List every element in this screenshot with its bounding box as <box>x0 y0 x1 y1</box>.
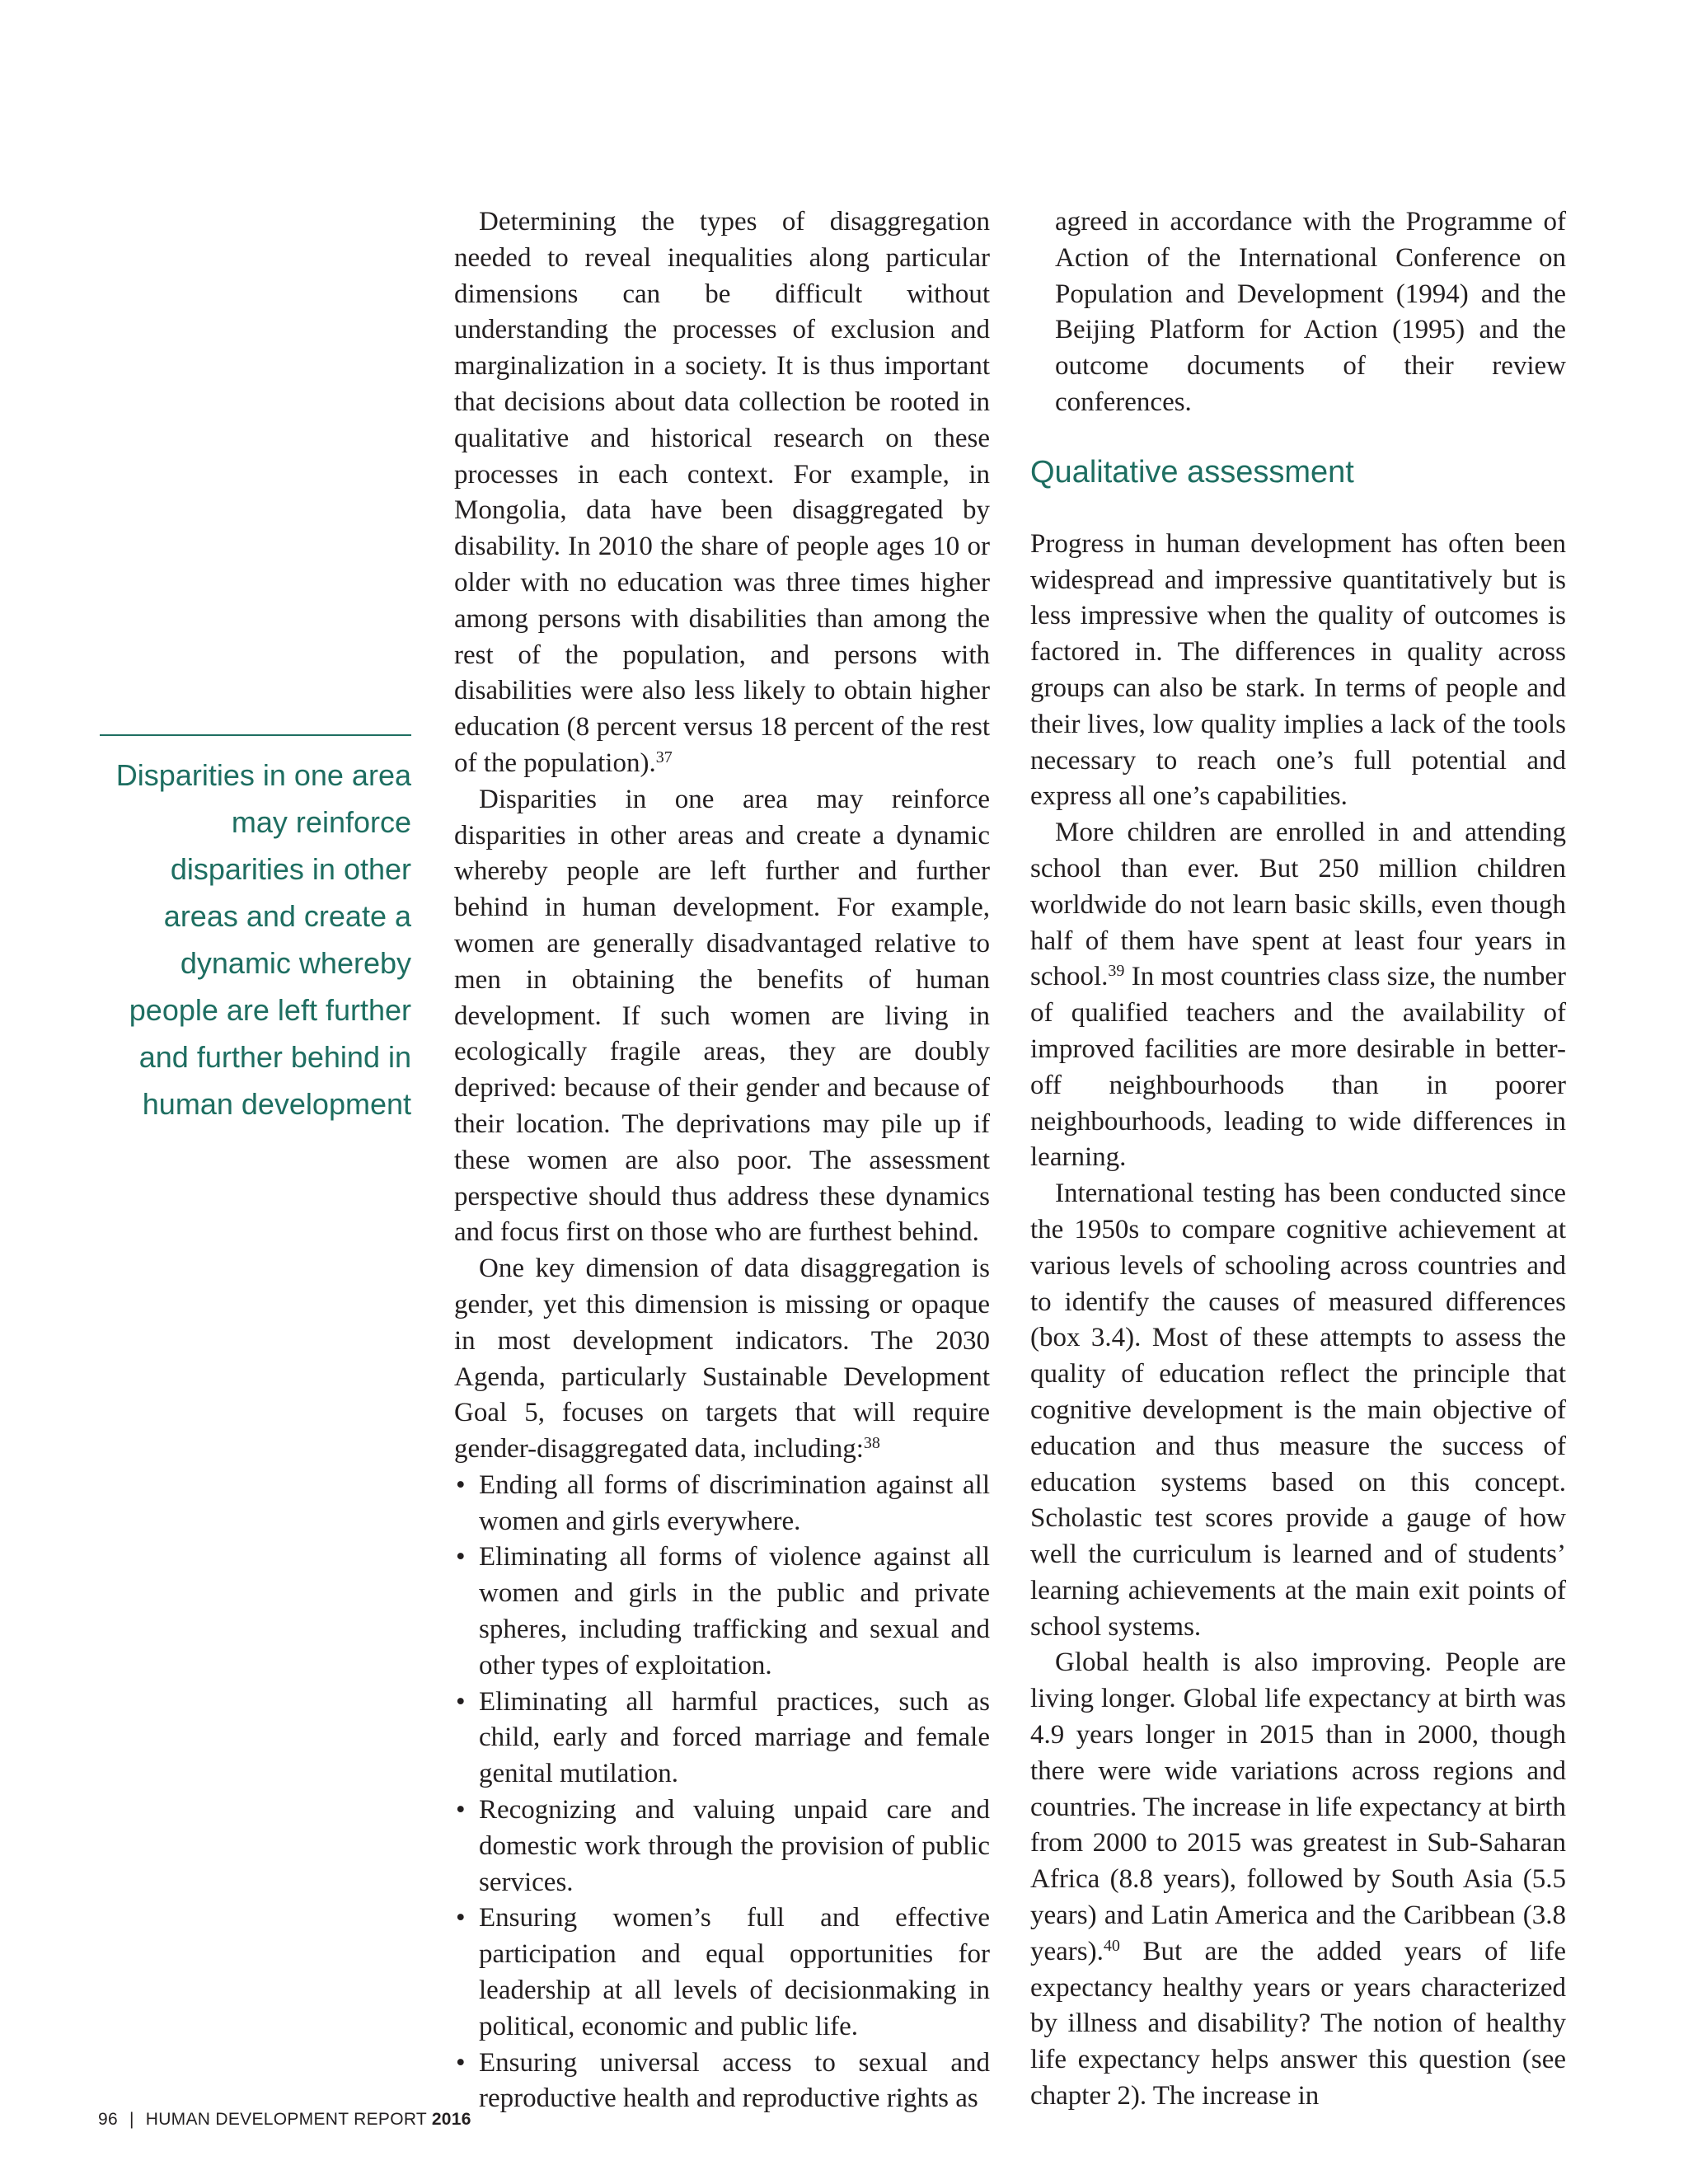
page-number: 96 <box>98 2110 118 2129</box>
pull-quote-rule <box>100 734 411 736</box>
right-text-column <box>1030 204 1566 2115</box>
footnote-ref: 39 <box>1108 962 1125 981</box>
body-paragraph: One key dimension of data disaggregation is gender, yet this dimension is missing or opaque in most development indicators. The 2030 Agenda, particularly Sustainable Development Goal 5, focuses on targets that will require gender-disaggregated data, including:$^{38}$ <box>454 1254 990 1465</box>
section-heading: Qualitative assessment <box>1030 454 1354 490</box>
body-paragraph: International testing has been conducted since the 1950s to compare cognitive achievement at various levels of schooling across countries and to identify the causes of measured differences (box 3.4). Most of these attempts to assess the quality of education reflect the principle that cognitive development is the main objective of education and thus measure the success of education systems based on this concept. Scholastic test scores provide a gauge of how well the curriculum is learned and of students’ learning achievements at the main exit points of school systems. <box>1030 1179 1566 1642</box>
body-paragraph: Progress in human development has often been widespread and impressive quantitatively but is less impressive when the quality of outcomes is factored in. The differences in quality across groups can also be stark. In terms of people and their lives, low quality implies a lack of the tools necessary to reach one’s full potential and express all one’s capabilities. <box>1030 528 1566 812</box>
list-item: • Ensuring women’s full and effective participation and equal opportunities for leadership at all levels of decisionmaking in political, economic and public life. <box>454 1900 990 2045</box>
body-paragraph: Global health is also improving. People are living longer. Global life expectancy at birth was 4.9 years longer in 2015 than in 2000, though there were wide variations across regions and countries. The increase in life expectancy at birth from 2000 to 2015 was greatest in Sub-Saharan Africa (8.8 years), followed by South Asia (5.5 years) and Latin America and the Caribbean (3.8 years).$^{40}$ But are the added years of life expectancy healthy years or years characterized by illness and disability? The notion of healthy life expectancy helps answer this question (see chapter 2). The increase in <box>1030 1647 1566 2111</box>
left-text-column <box>454 204 990 2117</box>
body-paragraph: Disparities in one area may reinforce disparities in other areas and create a dynamic whereby people are left further and further behind in human development. For example, women are generally disadvantaged relative to men in obtaining the benefits of human development. If such women are living in ecologically fragile areas, they are doubly deprived: because of their gender and because of their location. The deprivations may pile up if these women are also poor. The assessment perspective should thus address these dynamics and focus first on those who are furthest behind. <box>454 784 990 1248</box>
list-item: • Recognizing and valuing unpaid care and domestic work through the provision of public services. <box>454 1793 990 1900</box>
footnote-ref: 40 <box>1103 1936 1120 1955</box>
report-year: 2016 <box>431 2110 471 2129</box>
footnote-ref: 38 <box>863 1434 880 1453</box>
pull-quote: Disparities in one area may reinforce disparities in other areas and create a dynamic whereby people are left further and further behind in human development <box>115 758 411 1121</box>
bullet-continuation: agreed in accordance with the Programme of Action of the International Conference on Population and Development (1994) and the Beijing Platform for Action (1995) and the outcome documents of their review conferences. <box>1055 207 1566 417</box>
report-title: HUMAN DEVELOPMENT REPORT <box>145 2110 427 2129</box>
list-item: • Ensuring universal access to sexual and reproductive health and reproductive rights as <box>454 2046 990 2118</box>
sdg5-target-list <box>454 1468 990 2117</box>
list-item: • Eliminating all forms of violence against all women and girls in the public and private spheres, including trafficking and sexual and other types of exploitation. <box>454 1540 990 1684</box>
body-paragraph: More children are enrolled in and attending school than ever. But 250 million children worldwide do not learn basic skills, even though half of them have spent at least four years in school.$^{39}$ In most countries class size, the number of qualified teachers and the availability of improved facilities are more desirable in better-off neighbourhoods than in poorer neighbourhoods, leading to wide differences in learning. <box>1030 818 1566 1173</box>
footer-separator: | <box>129 2110 134 2129</box>
page-footer <box>98 2110 471 2130</box>
body-paragraph: Determining the types of disaggregation needed to reveal inequalities along particular dimensions can be difficult without understanding the processes of exclusion and marginalization in a society. It is thus important that decisions about data collection be rooted in qualitative and historical research on these processes in each context. For example, in Mongolia, data have been disaggregated by disability. In 2010 the share of people ages 10 or older with no education was three times higher among persons with disabilities than among the rest of the population, and persons with disabilities were also less likely to obtain higher education (8 percent versus 18 percent of the rest of the population).$^{37}$ <box>454 207 990 778</box>
list-item: • Eliminating all harmful practices, such as child, early and forced marriage and female genital mutilation. <box>454 1685 990 1793</box>
list-item: • Ending all forms of discrimination against all women and girls everywhere. <box>454 1468 990 1540</box>
footnote-ref: 37 <box>655 748 673 766</box>
